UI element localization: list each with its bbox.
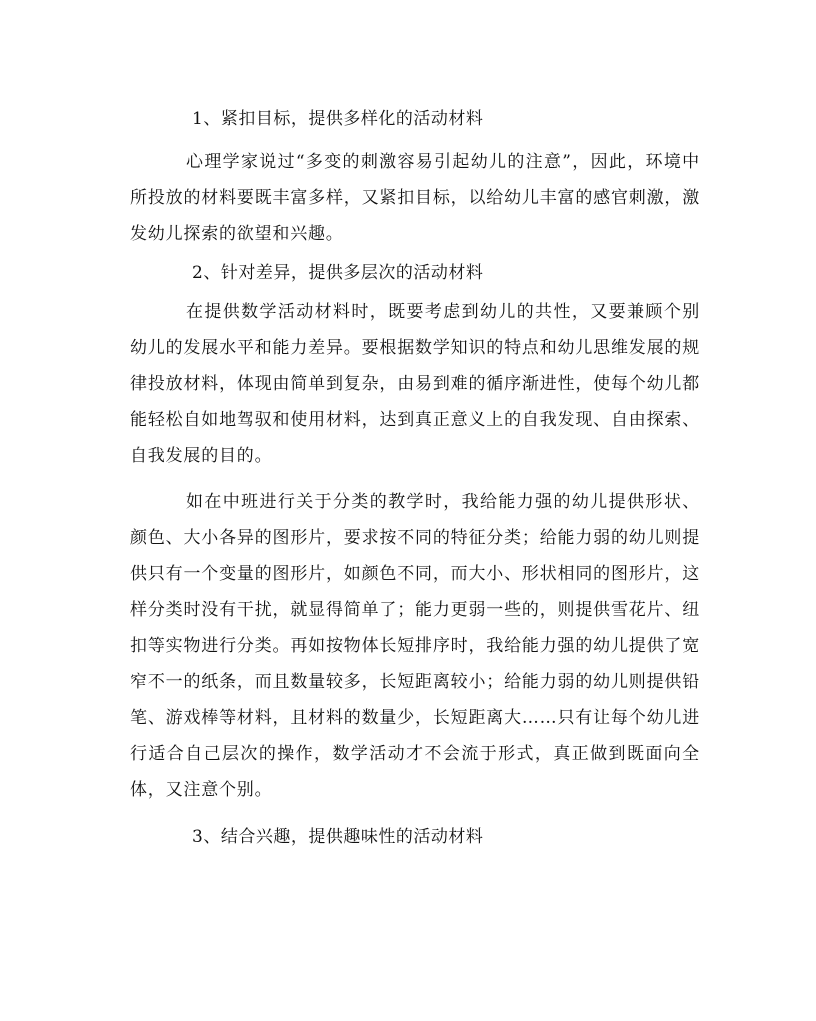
document-body [130, 102, 700, 854]
paragraph-2: 在提供数学活动材料时，既要考虑到幼儿的共性，又要兼顾个别幼儿的发展水平和能力差异。要根据数学知识的特点和幼儿思维发展的规律投放材料，体现由简单到复杂，由易到难的循序渐进性，使每个幼儿都能轻松自如地驾驭和使用材料，达到真正意义上的自我发现、自由探索、自我发展的目的。 [130, 302, 700, 466]
section-heading-2: 2、针对差异，提供多层次的活动材料 [192, 263, 484, 283]
paragraph-3: 如在中班进行关于分类的教学时，我给能力强的幼儿提供形状、颜色、大小各异的图形片，要求按不同的特征分类；给能力弱的幼儿则提供只有一个变量的图形片，如颜色不同，而大小、形状相同的图形片，这样分类时没有干扰，就显得简单了；能力更弱一些的，则提供雪花片、纽扣等实物进行分类。再如按物体长短排序时，我给能力强的幼儿提供了宽窄不一的纸条，而且数量较多，长短距离较小；给能力弱的幼儿则提供铅笔、游戏棒等材料，且材料的数量少，长短距离大……只有让每个幼儿进行适合自己层次的操作，数学活动才不会流于形式，真正做到既面向全体，又注意个别。 [130, 492, 700, 800]
section-heading-3: 3、结合兴趣，提供趣味性的活动材料 [192, 827, 484, 847]
paragraph-1: 心理学家说过“多变的刺激容易引起幼儿的注意”，因此，环境中所投放的材料要既丰富多样，又紧扣目标，以给幼儿丰富的感官刺激，激发幼儿探索的欲望和兴趣。 [130, 152, 700, 244]
section-heading-1: 1、紧扣目标，提供多样化的活动材料 [192, 109, 484, 129]
